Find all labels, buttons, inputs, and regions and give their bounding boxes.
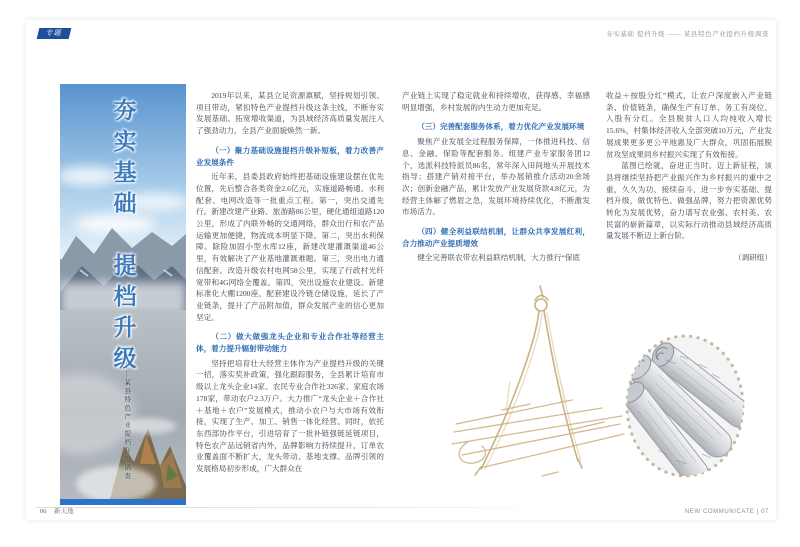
body-paragraph-continued: 产业链上实现了稳定就业和持续增收，获得感、幸福感明显增强，乡村发展的内生动力更加充足。 [402,91,590,112]
section-heading-3: （三）完善配套服务体系，着力优化产业发展环境 [417,122,585,132]
footer-right: NEW COMMUNICATE | 07 [684,509,769,515]
section-heading-1: （一）聚力基础设施提档升级补短板，着力改善产业发展条件 [196,145,384,167]
page-bottom-edge [36,507,556,508]
running-title: 夯实基础 提档升级 —— 某县特色产业提档升级调查 [606,31,769,38]
intro-paragraph: 2019年以来，某县立足资源禀赋，坚持规划引领、项目带动，紧扣特色产业提档升级这条主线，不断夯实发展基础、拓宽增收渠道，为县域经济高质量发展注入了强劲动力，全县产业面貌焕然一新。 [196,91,384,136]
body-paragraph: 坚持把培育壮大经营主体作为产业提档升级的关键一招，落实奖补政策，强化跟踪服务，全县累计培育市级以上龙头企业14家、农民专业合作社326家、家庭农场178家，带动农户2.3万户。大力推广“龙头企业＋合作社＋基地＋农户”发展模式，推动小农户与大市场有效衔接，实现了生产、加工、销售一体化经营。同时，依托东西部协作平台，引进培育了一批补链强链延链项目，特色农产品远销省内外，品牌影响力持续提升，订单农业覆盖面不断扩大，龙头带动、基地支撑、品牌引领的发展格局初步形成，广大群众在 [196,358,384,474]
body-paragraph: 健全完善联农带农利益联结机制，大力推行“保底 [417,253,581,263]
page-number-left: 06 [40,508,47,515]
footer-left [40,506,74,515]
mountain-photo [60,84,186,499]
attribution: （调研组） [734,253,772,263]
magazine-spread [26,20,776,520]
body-paragraph: 聚焦产业发展全过程服务保障，一体推进科技、信息、金融、保险等配套服务。组建产业专家服务团12个，选派科技特派员86名，常年深入田间地头开展技术指导；搭建产销对接平台，举办展销推介活动20余场次；创新金融产品，累计发放产业发展贷款4.8亿元，为经营主体解了燃眉之急，发展环境持续优化，不断激发市场活力。 [402,137,590,217]
text-column-2 [402,90,590,264]
magazine-name: 新天地 [54,508,74,515]
body-paragraph: 蓝图已绘就，奋进正当时。迈上新征程，该县将继续坚持把产业振兴作为乡村振兴的重中之重，久久为功、接续奋斗，进一步夯实基础、提档升级，做优特色、做强品牌，努力把资源优势转化为发展优势，奋力谱写农业强、农村美、农民富的崭新篇章，以实际行动推动县域经济高质量发展不断迈上新台阶。 [606,161,772,241]
topic-badge: 专题 [37,28,72,39]
text-column-3 [606,90,772,264]
body-paragraph-continued: 收益＋按股分红”模式，让农户深度嵌入产业链条、价值链条，确保生产有订单、务工有岗位、入股有分红。全县脱贫人口人均纯收入增长15.6%，村集体经济收入全部突破10万元，产业发展成果更多更公平地惠及广大群众，巩固拓展脱贫攻坚成果同乡村振兴实现了有效衔接。 [606,91,772,159]
cover-subtitle-vertical: ——某县特色产业提档升级调查 [123,362,131,481]
text-column-1 [196,90,384,475]
cover-title-vertical: 夯实基础 提档升级 [110,98,136,377]
photo-accent-bar [60,499,186,505]
compass-sketch-illustration [450,280,632,490]
section-heading-2: （二）做大做强龙头企业和专业合作社等经营主体，着力提升辐射带动能力 [196,332,384,354]
section-heading-4: （四）健全利益联结机制，让群众共享发展红利，合力推动产业提质增效 [402,227,590,248]
body-paragraph: 近年来，县委县政府始终把基础设施建设摆在优先位置，先后整合各类资金2.6亿元，实施道路畅通、水利配套、电网改造等一批重点工程。第一，突出交通先行。新建改建产业路、旅游路86公里，硬化通组道路120公里，形成了内联外畅的交通网络，群众出行和农产品运输更加便捷，物流成本明显下降。第二，突出水利保障。除险加固小型水库12座，新建改建灌溉渠道46公里，有效解决了产业基地灌溉难题。第三，突出电力通信配套。改造升级农村电网58公里，实现了行政村光纤宽带和4G网络全覆盖。第四，突出设施农业建设。新建标准化大棚1200座，配套建设冷链仓储设施，延长了产业链条，提升了产品附加值，群众发展产业的信心更加坚定。 [196,172,384,322]
blueprint-roll-photo [622,330,748,482]
